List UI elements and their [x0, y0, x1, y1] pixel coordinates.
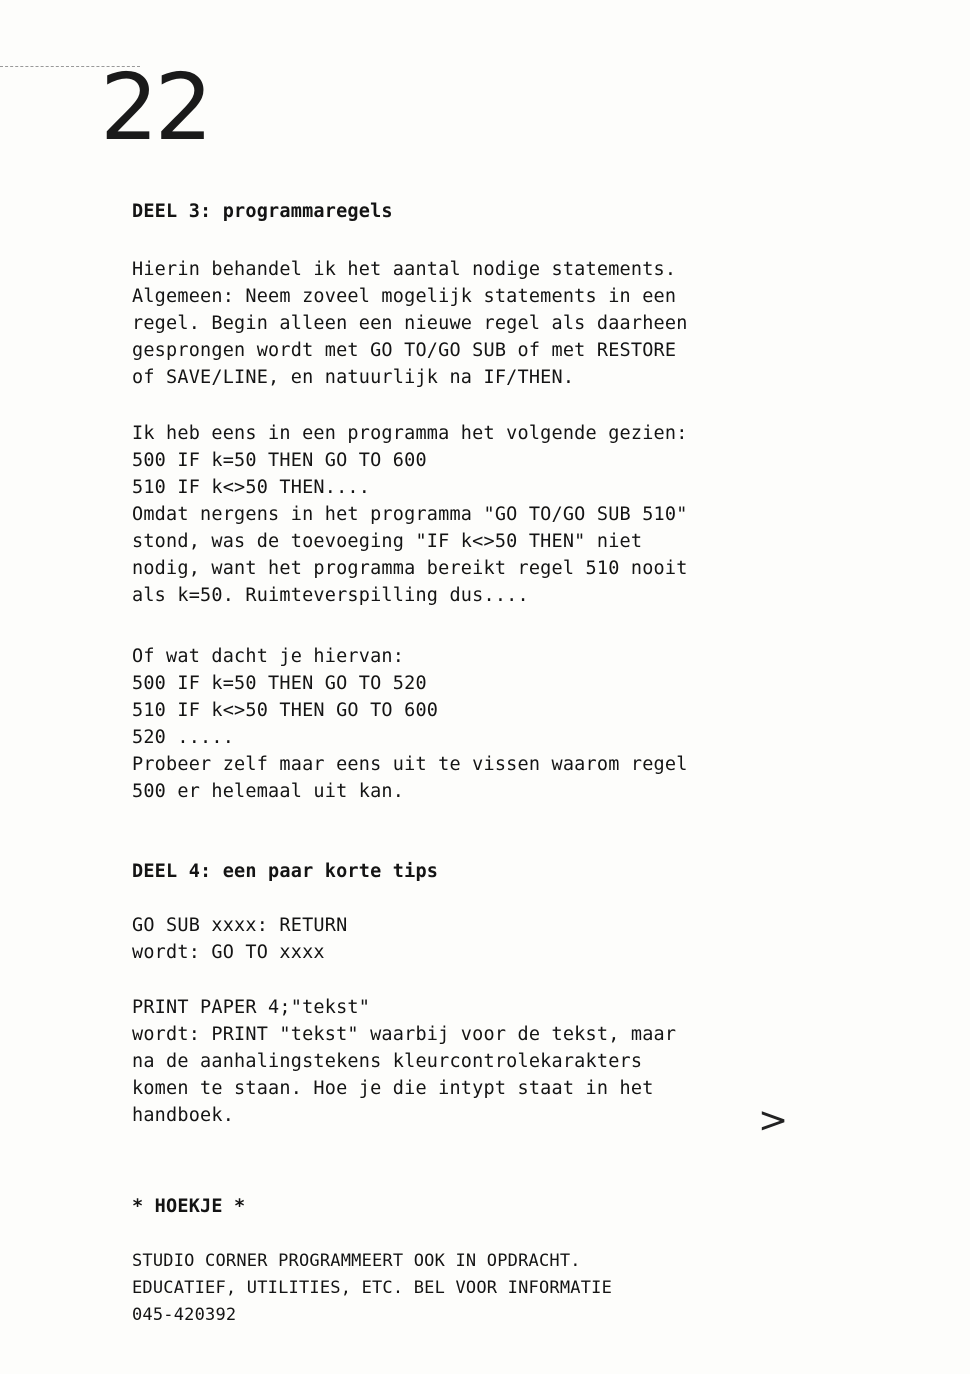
code-line: 500 IF k=50 THEN GO TO 600: [132, 450, 427, 471]
deel3-example1: [132, 420, 852, 609]
paragraph-line: na de aanhalingstekens kleurcontrolekarakters: [132, 1051, 643, 1072]
paragraph-line: regel. Begin alleen een nieuwe regel als daarheen: [132, 313, 688, 334]
paragraph-line: Of wat dacht je hiervan:: [132, 646, 405, 667]
paragraph-line: gesprongen wordt met GO TO/GO SUB of met RESTORE: [132, 340, 677, 361]
code-line: 500 IF k=50 THEN GO TO 520: [132, 673, 427, 694]
deel4-heading-block: [132, 858, 852, 885]
code-line: 510 IF k<>50 THEN....: [132, 477, 371, 498]
hoekje-ad: [132, 1248, 852, 1329]
phone-number: 045-420392: [132, 1305, 237, 1325]
paragraph-line: nodig, want het programma bereikt regel 510 nooit: [132, 558, 688, 579]
paragraph-line: als k=50. Ruimteverspilling dus....: [132, 585, 529, 606]
paragraph-line: stond, was de toevoeging "IF k<>50 THEN" niet: [132, 531, 643, 552]
paragraph-line: Probeer zelf maar eens uit te vissen waarom regel: [132, 754, 688, 775]
page-number: 22: [100, 54, 210, 161]
ad-line: EDUCATIEF, UTILITIES, ETC. BEL VOOR INFORMATIE: [132, 1278, 613, 1298]
code-line: GO SUB xxxx: RETURN: [132, 915, 348, 936]
deel4-tip2: [132, 994, 852, 1129]
code-line: 520 .....: [132, 727, 235, 748]
hoekje-heading-block: [132, 1193, 852, 1220]
paragraph-line: handboek.: [132, 1105, 235, 1126]
paragraph-line: wordt: PRINT "tekst" waarbij voor de tekst, maar: [132, 1024, 677, 1045]
paragraph-line: Algemeen: Neem zoveel mogelijk statements in een: [132, 286, 677, 307]
code-line: 510 IF k<>50 THEN GO TO 600: [132, 700, 439, 721]
ad-line: STUDIO CORNER PROGRAMMEERT OOK IN OPDRACHT.: [132, 1251, 581, 1271]
paragraph-line: of SAVE/LINE, en natuurlijk na IF/THEN.: [132, 367, 575, 388]
continue-arrow-icon: >: [758, 1100, 789, 1141]
paragraph-line: 500 er helemaal uit kan.: [132, 781, 405, 802]
deel4-heading: DEEL 4: een paar korte tips: [132, 861, 439, 882]
deel3-example2: [132, 643, 852, 805]
paragraph-line: Ik heb eens in een programma het volgende gezien:: [132, 423, 688, 444]
code-line: PRINT PAPER 4;"tekst": [132, 997, 371, 1018]
deel4-tip1: [132, 912, 852, 966]
paragraph-line: Hierin behandel ik het aantal nodige statements.: [132, 259, 677, 280]
paragraph-line: wordt: GO TO xxxx: [132, 942, 325, 963]
deel3-heading: DEEL 3: programmaregels: [132, 201, 393, 222]
deel3-heading-block: [132, 198, 852, 225]
paragraph-line: komen te staan. Hoe je die intypt staat in het: [132, 1078, 654, 1099]
hoekje-heading: * HOEKJE *: [132, 1196, 246, 1217]
deel3-intro: [132, 256, 852, 391]
paragraph-line: Omdat nergens in het programma "GO TO/GO SUB 510": [132, 504, 688, 525]
